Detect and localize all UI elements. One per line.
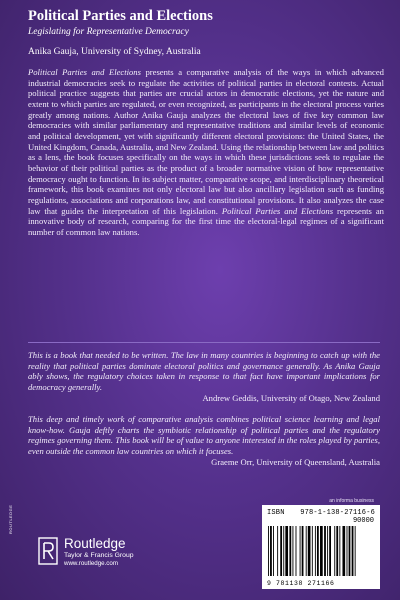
review-1 [28,350,380,404]
barcode-bar [339,526,340,576]
barcode-bar [306,526,307,576]
description-mid-title: Political Parties and Elections [221,205,334,216]
barcode-bar [300,526,301,576]
description-part-2: represents an innovative body of research, comparing for the first time the electoral-legal regimes of a significant number of common law nations. [28,205,384,237]
barcode-bar [347,526,348,576]
publisher-block [38,536,134,568]
barcode-bar [336,526,338,576]
barcode-bar [349,526,351,576]
publisher-name: Routledge [64,536,126,551]
review-2-attribution: Graeme Orr, University of Queensland, Australia [211,456,380,467]
barcode-bar [342,526,345,576]
barcode-bar [324,526,326,576]
description-lead-title: Political Parties and Elections [28,67,141,77]
spine-label: ROUTLEDGE [8,504,13,534]
barcode-bars [268,526,374,576]
barcode-bar [317,526,319,576]
author-line: Anika Gauja, University of Sydney, Australia [28,47,201,57]
review-1-quote: This is a book that needed to be written. The law in many countries is beginning to catch up with the reality that political parties dominate electoral politics and governance generally. As Anika Gauja ably shows, the regulatory choices taken in response to that fact have important implications for democracy generally. [28,350,380,393]
description-part-1: presents a comparative analysis of the ways in which advanced industrial democracies seek to regulate the activities of political parties in electoral contests. Actual political practice suggests that parties are crucial actors in democratic elections, yet the nature and extent to which parties are regulated, or even recognized, as participants in the electoral process varies greatly among nations. Author Anika Gauja analyzes the electoral laws of five key common law democracies with similar parliamentary and representative traditions and similar levels of economic and political development, yet with significantly different electoral provisions: the United States, the United Kingdom, Canada, Australia, and New Zealand. Using the relationship between law and politics as a lens, the book focuses specifically on the ways in which these jurisdictions seek to regulate the behavior of their political parties as the product of a broader normative vision of how representative democracy ought to function. In its subject matter, comparative scope, and interdisciplinary theoretical framework, this book examines not only electoral law but also ancillary legislation such as funding regulations, associations and corporations law, and constitutional provisions. It also analyzes the case law that guides the interpretation of this legislation. [28,67,384,216]
barcode-bar [355,526,356,576]
book-subtitle: Legislating for Representative Democracy [28,27,189,37]
publisher-group: Taylor & Francis Group [64,552,134,559]
barcode-digits: 9 781138 271166 [267,580,335,587]
barcode-bar [352,526,354,576]
barcode-bar [292,526,293,576]
barcode-bar [308,526,311,576]
barcode-bar [277,526,278,576]
barcode-bar [334,526,335,576]
barcode-bar [285,526,288,576]
barcode-bar [268,526,269,576]
book-title: Political Parties and Elections [28,8,213,24]
publisher-url: www.routledge.com [64,560,118,567]
isbn-label: ISBN [267,509,285,517]
barcode-bar [283,526,284,576]
barcode-bar [329,526,331,576]
review-1-attribution: Andrew Geddis, University of Otago, New Zealand [202,392,380,403]
section-divider [28,342,380,343]
price-code: 90000 [352,517,374,525]
isbn-number: 978-1-138-27116-6 [300,509,375,517]
barcode-bar [312,526,313,576]
routledge-logo-icon [38,537,58,565]
isbn-barcode [262,505,380,589]
barcode-bar [320,526,323,576]
barcode-bar [273,526,274,576]
barcode-bar [270,526,272,576]
book-description [28,67,384,238]
review-2-quote: This deep and timely work of comparative analysis combines political science learning and legal know-how. Gauja deftly charts the symbiotic relationship of political parties and the regulatory regimes governing them. This book will be of value to anyone interested in the roles played by parties, even outside the common law countries on which it focuses. [28,414,380,457]
isbn-line [267,509,375,517]
review-2 [28,414,380,468]
barcode-bar [327,526,328,576]
barcode-bar [302,526,304,576]
barcode-bar [296,526,297,576]
barcode-bar [315,526,316,576]
informa-tagline: an informa business [329,498,374,504]
barcode-bar [280,526,282,576]
barcode-bar [289,526,291,576]
